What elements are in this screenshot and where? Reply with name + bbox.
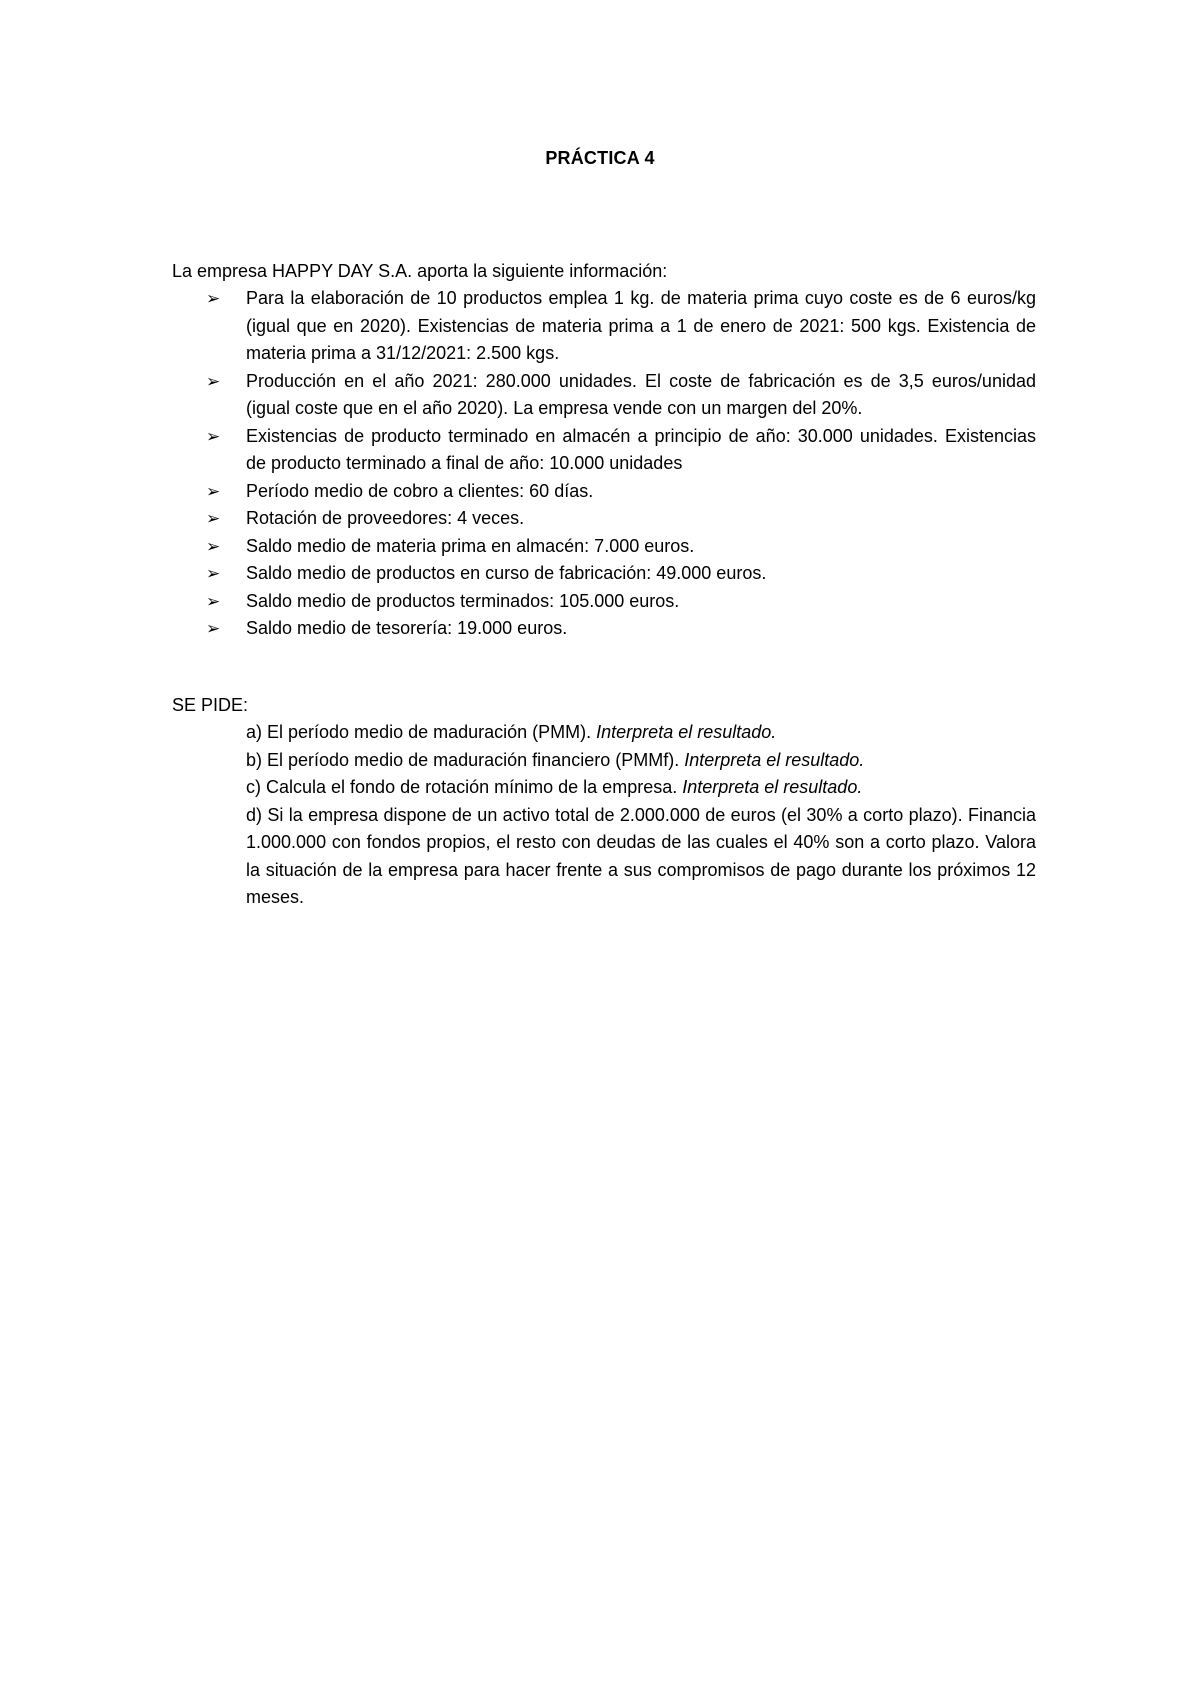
question-interpret-note: Interpreta el resultado. [682, 777, 863, 797]
question-text: d) Si la empresa dispone de un activo total de 2.000.000 de euros (el 30% a corto plazo). Financia 1.000.000 con fondos propios, el resto con deudas de las cuales el 40% son a corto plazo. Valora la situación de la empresa para hacer frente a sus compromisos de pago durante los próximos 12 meses. [246, 804, 1036, 907]
list-item [206, 478, 1036, 506]
question-text: b) El período medio de maduración financiero (PMMf). [246, 749, 685, 770]
arrow-bullet-icon: ➢ [206, 481, 221, 501]
question-interpret-note: Interpreta el resultado. [684, 749, 865, 770]
page-title: PRÁCTICA 4 [545, 148, 655, 168]
list-item-text: Para la elaboración de 10 productos emplea 1 kg. de materia prima cuyo coste es de 6 euros/kg (igual que en 2020). Existencias de materia prima a 1 de enero de 2021: 500 kgs. Existencia de materia prima a 31/12/2021: 2.500 kgs. [246, 288, 1036, 363]
question-item [246, 802, 1036, 912]
list-item [206, 423, 1036, 478]
question-item [246, 747, 1036, 775]
list-item [206, 368, 1036, 423]
question-text: c) Calcula el fondo de rotación mínimo de la empresa. [246, 777, 683, 797]
list-item-text: Existencias de producto terminado en almacén a principio de año: 30.000 unidades. Existencias de producto terminado a final de año: 10.000 unidades [246, 425, 1036, 473]
arrow-bullet-icon: ➢ [206, 536, 221, 556]
question-item [246, 719, 1036, 747]
list-item-text: Saldo medio de materia prima en almacén: 7.000 euros. [246, 535, 695, 556]
list-item-text: Período medio de cobro a clientes: 60 días. [246, 480, 594, 501]
arrow-bullet-icon: ➢ [206, 591, 221, 611]
list-item [206, 615, 1036, 643]
list-item [206, 285, 1036, 368]
list-item-text: Producción en el año 2021: 280.000 unidades. El coste de fabricación es de 3,5 euros/unidad (igual coste que en el año 2020). La empresa vende con un margen del 20%. [246, 370, 1036, 418]
arrow-bullet-icon: ➢ [206, 426, 221, 446]
se-pide-heading: SE PIDE: [172, 695, 249, 715]
arrow-bullet-icon: ➢ [206, 371, 221, 391]
list-item-text: Rotación de proveedores: 4 veces. [246, 508, 525, 528]
intro-paragraph: La empresa HAPPY DAY S.A. aporta la siguiente información: [172, 261, 668, 281]
questions-list [246, 719, 1036, 912]
list-item [206, 505, 1036, 533]
list-item [206, 560, 1036, 588]
list-item-text: Saldo medio de productos terminados: 105.000 euros. [246, 590, 680, 611]
question-item [246, 774, 1036, 802]
arrow-bullet-icon: ➢ [206, 564, 221, 583]
arrow-bullet-icon: ➢ [206, 509, 221, 528]
arrow-bullet-icon: ➢ [206, 289, 221, 308]
list-item-text: Saldo medio de tesorería: 19.000 euros. [246, 618, 568, 638]
list-item [206, 588, 1036, 616]
list-item-text: Saldo medio de productos en curso de fabricación: 49.000 euros. [246, 563, 767, 583]
data-bullet-list [206, 285, 1036, 643]
question-text: a) El período medio de maduración (PMM). [246, 722, 597, 742]
question-interpret-note: Interpreta el resultado. [596, 722, 777, 742]
list-item [206, 533, 1036, 561]
arrow-bullet-icon: ➢ [206, 619, 221, 638]
